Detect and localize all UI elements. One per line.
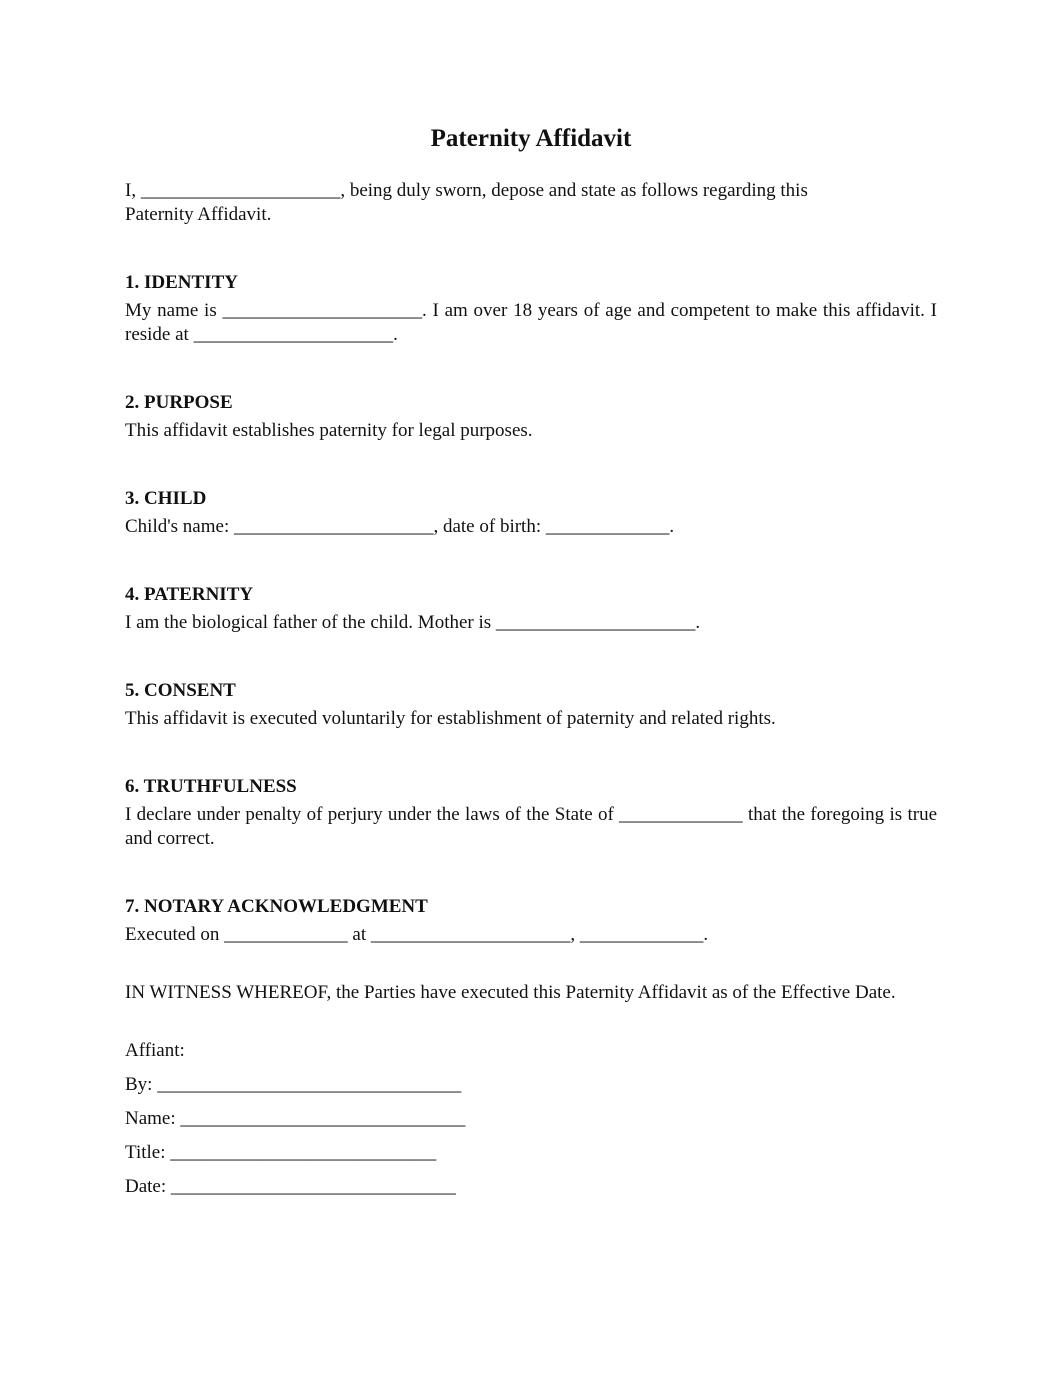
section-text: I declare under penalty of perjury under the laws of the State of _____________ that the foregoing is true and correct.: [125, 804, 937, 849]
signature-date-line: Date: ______________________________: [125, 1176, 456, 1197]
section-text: This affidavit is executed voluntarily for establishment of paternity and related rights.: [125, 708, 776, 729]
section-consent: [125, 679, 937, 731]
section-text: This affidavit establishes paternity for legal purposes.: [125, 420, 533, 441]
section-heading: 3. CHILD: [125, 488, 207, 509]
section-heading: 4. PATERNITY: [125, 584, 254, 605]
witness-paragraph: IN WITNESS WHEREOF, the Parties have executed this Paternity Affidavit as of the Effective Date.: [125, 982, 896, 1003]
section-heading: 2. PURPOSE: [125, 392, 233, 413]
intro-paragraph: I, _____________________, being duly sworn, depose and state as follows regarding this Paternity Affidavit.: [125, 180, 808, 225]
section-purpose: [125, 391, 937, 443]
section-text: Executed on _____________ at _____________________, _____________.: [125, 924, 709, 945]
section-paternity: [125, 583, 937, 635]
section-identity: [125, 271, 937, 347]
signature-block: [125, 1039, 937, 1199]
section-notary: [125, 895, 937, 947]
section-heading: 6. TRUTHFULNESS: [125, 776, 297, 797]
signature-title-line: Title: ____________________________: [125, 1142, 437, 1163]
section-heading: 1. IDENTITY: [125, 272, 238, 293]
section-heading: 5. CONSENT: [125, 680, 236, 701]
section-text: Child's name: _____________________, date of birth: _____________.: [125, 516, 675, 537]
signature-name-line: Name: ______________________________: [125, 1108, 466, 1129]
document-title: Paternity Affidavit: [430, 125, 632, 152]
section-child: [125, 487, 937, 539]
section-text: My name is _____________________. I am over 18 years of age and competent to make this affidavit. I reside at _____________________.: [125, 300, 937, 345]
section-text: I am the biological father of the child. Mother is _____________________.: [125, 612, 701, 633]
signature-by-line: By: ________________________________: [125, 1074, 462, 1095]
section-truthfulness: [125, 775, 937, 851]
signature-label: Affiant:: [125, 1040, 185, 1061]
section-heading: 7. NOTARY ACKNOWLEDGMENT: [125, 896, 428, 917]
